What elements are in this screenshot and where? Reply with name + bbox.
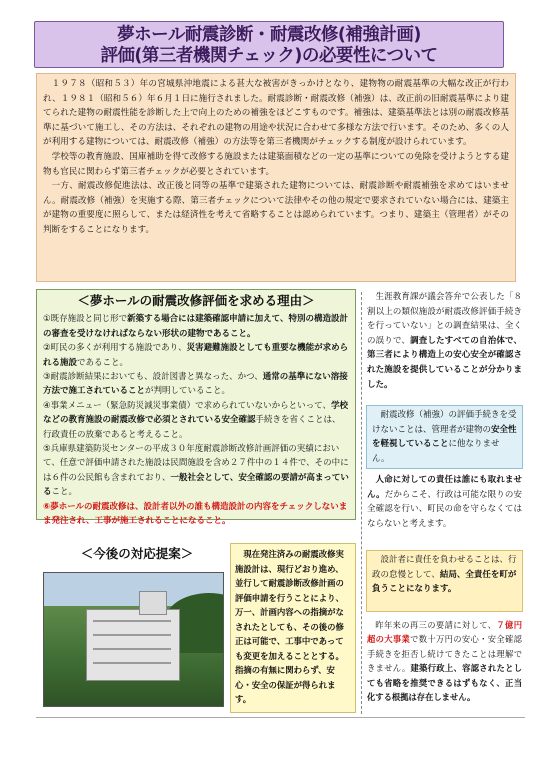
reason-3-emphasis: 通常の基準にない溶接方法で施工されていること xyxy=(43,372,348,397)
reason-3-text: ③耐震診断結果においても、設計図書と異なった、かつ、 xyxy=(43,372,263,383)
reason-item-6 xyxy=(43,500,349,529)
responsibility-text: だからこそ、行政は可能な限りの安全確認を行い、町民の命を守らなくてはならないと考えます。 xyxy=(367,489,522,529)
responsibility-emphasis: 人命に対しての責任は誰にも取れません。 xyxy=(367,475,522,500)
reason-item-1 xyxy=(43,312,349,341)
safety-callout-text: 耐震改修（補強）の評価手続きを受けないことは、管理者が建物の xyxy=(372,410,517,435)
reason-3-tail: が判明していること。 xyxy=(145,386,231,397)
closing-emphasis: 建築行政上、容認されたとしても省略を推奨できるはずもなく、正当化する根拠は存在しません。 xyxy=(367,663,522,703)
safety-callout xyxy=(366,405,523,469)
reason-item-5 xyxy=(43,442,349,500)
reason-5-emphasis: 一般社会として、安全確認の要請が高まっている xyxy=(43,472,349,498)
building-tower-shape xyxy=(139,591,167,615)
reason-5-text: ⑤兵庫県建築防災センターの平成３０年度耐震診断改修計画評価の実績において、任意で評価申請された施設は民間施設を含め２７件中の１４件で、その中には６件の公民館も含まれており、 xyxy=(43,444,349,483)
safety-callout-emphasis: 安全性を軽視していること xyxy=(372,424,517,450)
closing-note xyxy=(367,618,522,718)
intro-paragraph-3: 一方、耐震改修促進法は、改正後と同等の基準で建築された建物については、耐震診断や耐震補強を求めてはいません。耐震改修（補強）を実施する際、第三者チェックについて法律やその他の規定で要求されていない場合には、建築主が建物の重要度に照らして、または経済性を考えて省略することは認められています。つまり、建築主（管理者）がその判断をすることになります。 xyxy=(43,181,509,235)
reason-6-tail: 発注され、工事が施工されることになること。 xyxy=(51,516,231,527)
reason-item-4 xyxy=(43,399,349,442)
reason-1-text: ①既存施設と同じ形で xyxy=(43,314,128,325)
reason-5-tail: こと。 xyxy=(51,487,78,498)
reason-4-text: ④事業メニュー（緊急防災減災事業債）で求められていないからといって、 xyxy=(43,400,331,411)
closing-text-1: 昨年来の再三の要請に対して、 xyxy=(375,620,497,630)
title-line-1: 夢ホール耐震診断・耐震改修(補強計画) xyxy=(117,25,421,45)
survey-note-emphasis: 調査したすべての自治体で、第三者により構造上の安心安全が確認された施設を提供していることが分かりました。 xyxy=(367,335,522,390)
hall-photo xyxy=(43,572,224,707)
reasons-heading: ＜夢ホールの耐震改修評価を求める理由＞ xyxy=(77,293,315,308)
intro-section xyxy=(36,73,516,282)
proposal-text: 現在発注済みの耐震改修実施設計は、現行どおり進め、並行して耐震診断改修計画の評価申請を行うことにより、万一、計画内容への指摘がなされたとしても、その後の修正は可能で、工事中であっても変更を加えることとする。指摘の有無に関わらず、安心・安全の保証が得られます。 xyxy=(230,543,356,713)
reason-2-emphasis: 災害避難施設としても重要な機能が求められる施設 xyxy=(43,343,349,368)
reasons-section xyxy=(36,289,356,527)
safety-callout-tail: に他なりません。 xyxy=(372,439,500,464)
reason-item-2 xyxy=(43,341,349,370)
closing-emphasis-red: ７億円超の大事業 xyxy=(367,620,522,645)
survey-note-text: 生涯教育課が議会答弁で公表した「８割以上の類似施設が耐震改修評価手続きを行っていない」との調査結果は、全くの誤りで、 xyxy=(367,292,522,346)
closing-text-2: で数十万円の安心・安全確認手続きを拒否し続けてきたことは理解できません。 xyxy=(367,634,522,674)
intro-paragraph-1: １９７８（昭和５３）年の宮城県沖地震による甚大な被害がきっかけとなり、建物物の耐震基準の大幅な改正が行われ、１９８１（昭和５６）年６月１日に施行されました。耐震診断・耐震改修（補強）は、改正前の旧耐震基準により建てられた建物の耐震性能を診断した上で向上のための補強をほどこすものです。補強は、建築基準法とは別の耐震改修基準に基づいて施工し、その方法は、それぞれの建物の用途や状況に合わせて多様な方法で行います。そのため、多くの人が利用する建物については、耐震改修（補強）の方法等を第三者機関がチェックする制度が設けられています。 xyxy=(43,79,509,148)
designer-liability-callout xyxy=(366,550,523,612)
reason-6-text: ⑥夢ホールの耐震改修は、 xyxy=(43,501,144,512)
responsibility-note xyxy=(367,473,522,547)
proposal-heading: ＜今後の対応提案＞ xyxy=(80,546,194,561)
building-shape xyxy=(86,609,180,681)
survey-note xyxy=(367,290,522,402)
designer-liability-emphasis: 結局、全責任を町が負うことになります。 xyxy=(372,569,517,595)
title-line-2: 評価(第三者機関チェック)の必要性について xyxy=(100,46,438,66)
reason-2-tail: であること。 xyxy=(77,357,129,368)
reason-1-emphasis: 新築する場合には建築確認申請に加えて、特別の構造設計の審査を受けなければならない形状の建物であること。 xyxy=(43,314,348,339)
designer-liability-text: 設計者に責任を負わせることは、行政の怠慢として、 xyxy=(372,555,517,580)
bottom-rule xyxy=(36,717,525,718)
reasons-list xyxy=(43,312,349,528)
reason-4-tail: 手続きを省くことは、行政責任の放棄であると考えること。 xyxy=(43,415,341,440)
reason-6-emphasis: 設計者以外の誰も構造設計の内容をチェックしないまま xyxy=(43,501,348,527)
reason-item-3 xyxy=(43,370,349,399)
intro-paragraph-2: 学校等の教育施設、国庫補助を得て改修する施設または建築面積などの一定の基準についての免除を受けようとする建物も官民に関わらず第三者チェックが必要とされています。 xyxy=(43,151,509,177)
reason-4-emphasis: 学校などの教育施設の耐震改修で必須とされている安全確認 xyxy=(43,400,348,426)
column-divider xyxy=(361,292,362,714)
reason-2-text: ②町民の多くが利用する施設であり、 xyxy=(43,343,187,354)
title-banner xyxy=(34,21,504,68)
